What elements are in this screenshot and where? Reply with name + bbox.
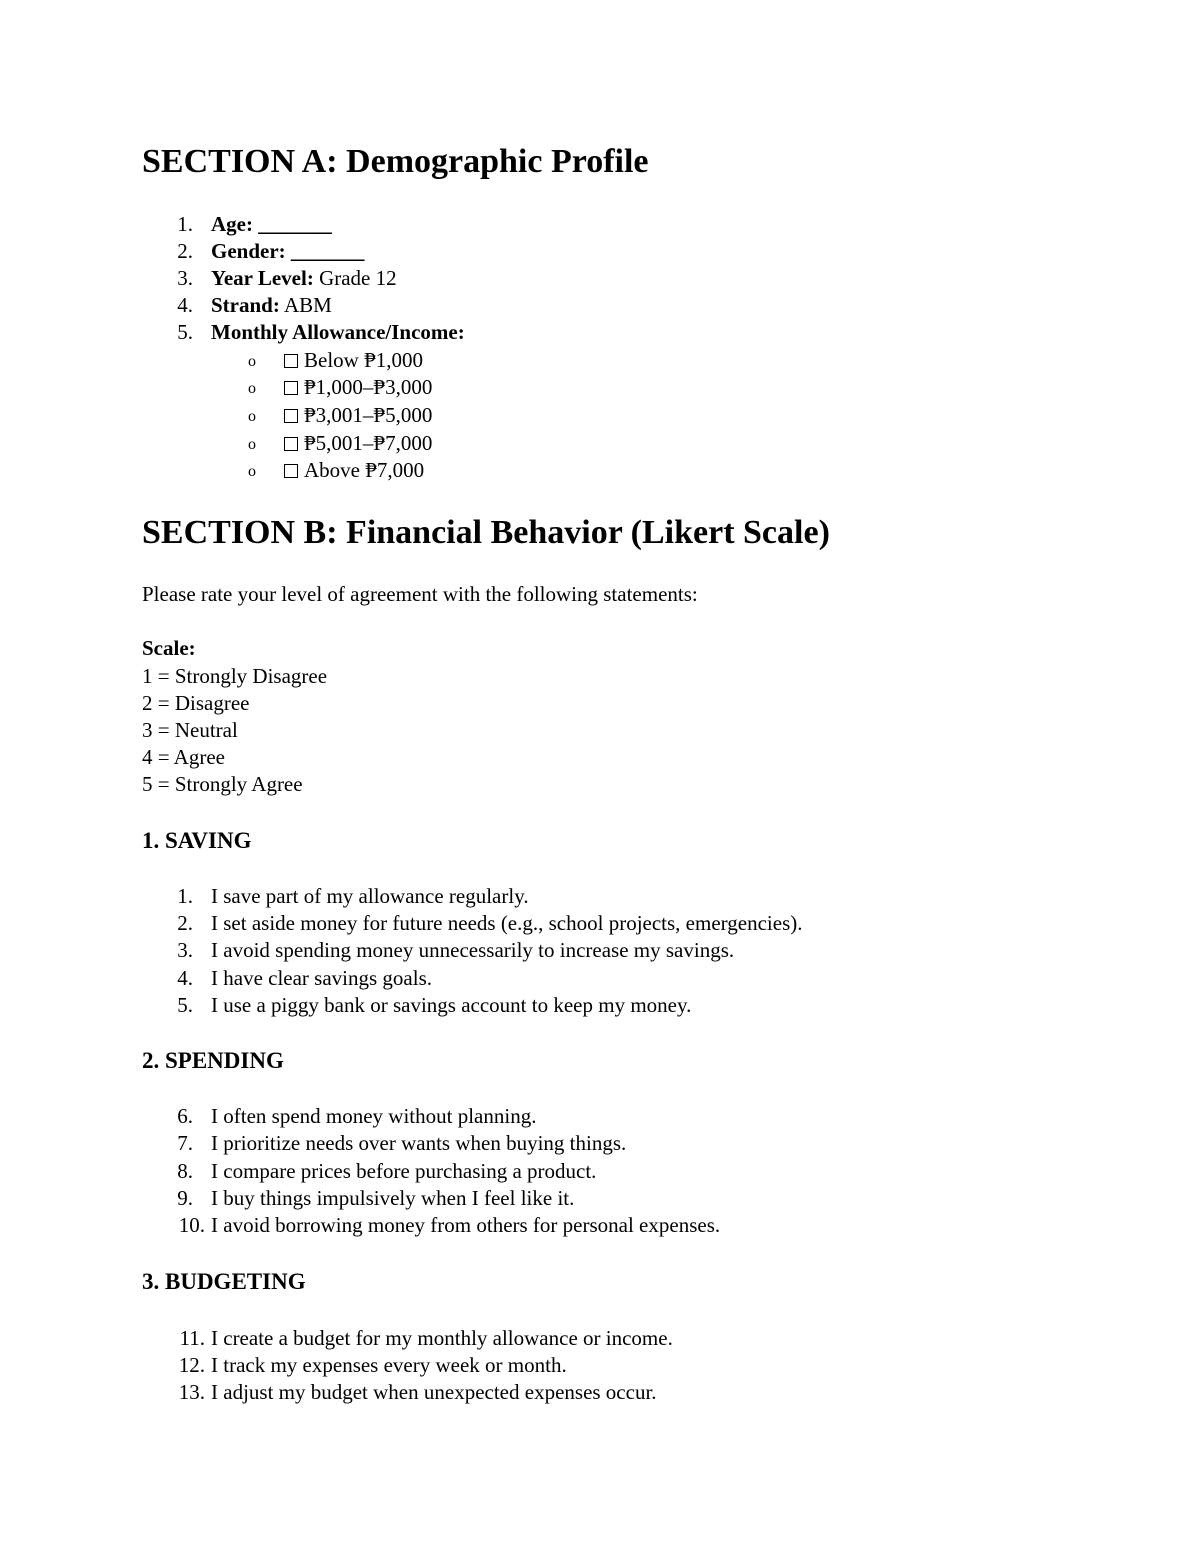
scale-item: 5 = Strongly Agree — [142, 772, 303, 796]
statement-text: I avoid borrowing money from others for personal expenses. — [211, 1213, 721, 1237]
statement-text: I have clear savings goals. — [211, 966, 433, 990]
item-number: 1. — [177, 884, 193, 908]
item-number: 7. — [177, 1131, 193, 1155]
item-number: 1. — [177, 212, 193, 236]
field-label: Age: — [211, 212, 253, 236]
instruction-text: Please rate your level of agreement with the following statements: — [142, 582, 698, 606]
field-label: Year Level: — [211, 266, 314, 290]
category-heading-budgeting: 3. BUDGETING — [142, 1269, 306, 1294]
section-a-title: SECTION A: Demographic Profile — [142, 143, 649, 180]
checkbox-icon[interactable] — [284, 464, 298, 478]
item-number: 5. — [177, 320, 193, 344]
allowance-option[interactable]: ₱5,001–₱7,000 — [284, 430, 432, 456]
statement-text: I compare prices before purchasing a product. — [211, 1159, 597, 1183]
item-number: 6. — [177, 1104, 193, 1128]
item-number: 10. — [178, 1213, 205, 1237]
statement-text: I often spend money without planning. — [211, 1104, 537, 1128]
scale-item: 4 = Agree — [142, 745, 225, 769]
section-b-title: SECTION B: Financial Behavior (Likert Scale) — [142, 514, 830, 551]
bullet-icon: o — [248, 436, 256, 453]
checkbox-icon[interactable] — [284, 354, 298, 368]
item-number: 2. — [177, 239, 193, 263]
scale-label: Scale: — [142, 636, 196, 660]
allowance-option[interactable]: Below ₱1,000 — [284, 347, 423, 373]
field-label: Gender: — [211, 239, 286, 263]
item-number: 8. — [177, 1159, 193, 1183]
item-number: 12. — [178, 1353, 205, 1377]
allowance-option[interactable]: ₱3,001–₱5,000 — [284, 402, 432, 428]
statement-text: I adjust my budget when unexpected expenses occur. — [211, 1380, 657, 1404]
statement-text: I set aside money for future needs (e.g., school projects, emergencies). — [211, 911, 803, 935]
statement-text: I save part of my allowance regularly. — [211, 884, 529, 908]
bullet-icon: o — [248, 380, 256, 397]
year-level-value: Grade 12 — [319, 266, 397, 290]
item-number: 4. — [177, 293, 193, 317]
item-number: 2. — [177, 911, 193, 935]
allowance-option[interactable]: Above ₱7,000 — [284, 457, 424, 483]
item-number: 11. — [179, 1326, 205, 1350]
checkbox-icon[interactable] — [284, 409, 298, 423]
category-heading-saving: 1. SAVING — [142, 828, 252, 853]
item-number: 5. — [177, 993, 193, 1017]
gender-blank: _______ — [290, 239, 365, 263]
statement-text: I buy things impulsively when I feel like it. — [211, 1186, 575, 1210]
bullet-icon: o — [248, 408, 256, 425]
scale-item: 1 = Strongly Disagree — [142, 664, 328, 688]
statement-text: I use a piggy bank or savings account to keep my money. — [211, 993, 692, 1017]
field-label: Strand: — [211, 293, 280, 317]
strand-value: ABM — [283, 293, 332, 317]
checkbox-icon[interactable] — [284, 437, 298, 451]
bullet-icon: o — [248, 353, 256, 370]
age-blank: _______ — [258, 212, 332, 236]
item-number: 4. — [177, 966, 193, 990]
statement-text: I track my expenses every week or month. — [211, 1353, 567, 1377]
statement-text: I avoid spending money unnecessarily to increase my savings. — [211, 938, 735, 962]
item-number: 3. — [177, 266, 193, 290]
scale-item: 3 = Neutral — [142, 718, 238, 742]
bullet-icon: o — [248, 463, 256, 480]
statement-text: I create a budget for my monthly allowance or income. — [211, 1326, 673, 1350]
item-number: 9. — [177, 1186, 193, 1210]
checkbox-icon[interactable] — [284, 381, 298, 395]
category-heading-spending: 2. SPENDING — [142, 1048, 284, 1073]
allowance-option[interactable]: ₱1,000–₱3,000 — [284, 374, 432, 400]
item-number: 13. — [178, 1380, 205, 1404]
field-label: Monthly Allowance/Income: — [211, 320, 465, 344]
scale-item: 2 = Disagree — [142, 691, 250, 715]
item-number: 3. — [177, 938, 193, 962]
statement-text: I prioritize needs over wants when buying things. — [211, 1131, 627, 1155]
